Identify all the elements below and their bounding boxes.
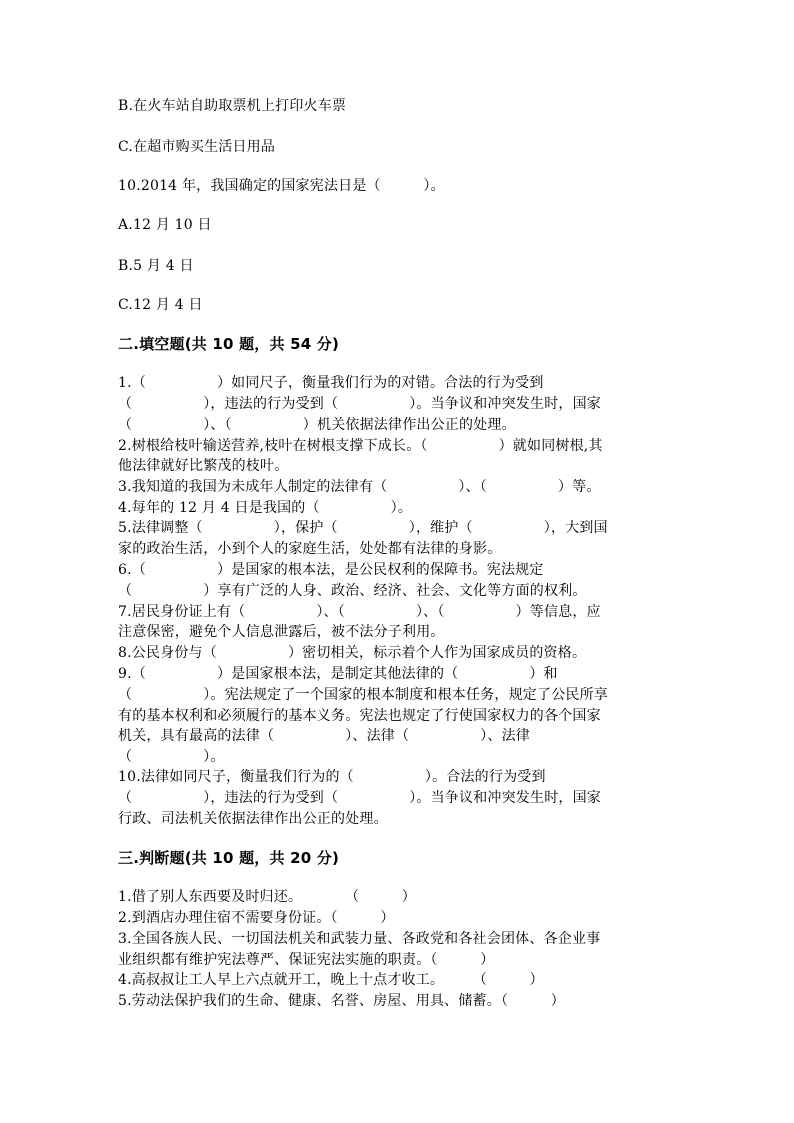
fill-line: 注意保密，避免个人信息泄露后，被不法分子利用。	[118, 624, 445, 640]
judge-line: 业组织都有维护宪法尊严、保证宪法实施的职责。（ ）	[118, 952, 495, 968]
fill-section-heading: 二.填空题(共 10 题，共 54 分)	[118, 335, 340, 353]
fill-line: 6.（ ）是国家的根本法，是公民权利的保障书。宪法规定	[118, 562, 544, 578]
fill-line: （ ），违法的行为受到（ ）。当争议和冲突发生时，国家	[118, 790, 601, 806]
option-b-prev: B.在火车站自助取票机上打印火车票	[118, 98, 347, 114]
judge-line: 2.到酒店办理住宿不需要身份证。（ ）	[118, 910, 395, 926]
fill-line: 他法律就好比繁茂的枝叶。	[118, 458, 289, 474]
fill-line: 3.我知道的我国为未成年人制定的法律有（ ）、（ ）等。	[118, 479, 601, 495]
question-10-option-a: A.12 月 10 日	[118, 217, 212, 233]
fill-line: （ ）享有广泛的人身、政治、经济、社会、文化等方面的权利。	[118, 583, 587, 599]
fill-line: 有的基本权利和必须履行的基本义务。宪法也规定了行使国家权力的各个国家	[118, 708, 601, 724]
fill-line: 2.树根给枝叶输送营养,枝叶在树根支撑下成长。（ ）就如同树根,其	[118, 438, 603, 454]
judge-line: 4.高叔叔让工人早上六点就开工，晚上十点才收工。 （ ）	[118, 972, 544, 988]
fill-line: （ ）、（ ）机关依据法律作出公正的处理。	[118, 417, 516, 433]
fill-line: 5.法律调整（ ），保护（ ），维护（ ），大到国	[118, 520, 608, 536]
fill-line: 家的政治生活，小到个人的家庭生活，处处都有法律的身影。	[118, 541, 502, 557]
fill-line: 7.居民身份证上有（ ）、（ ）、（ ）等信息，应	[118, 604, 601, 620]
question-10-option-b: B.5 月 4 日	[118, 258, 194, 274]
fill-line: 行政、司法机关依据法律作出公正的处理。	[118, 811, 388, 827]
judge-line: 5.劳动法保护我们的生命、健康、名誉、房屋、用具、储蓄。（ ）	[118, 993, 565, 1009]
judge-line: 1.借了别人东西要及时归还。 （ ）	[118, 889, 416, 905]
fill-line: 机关，具有最高的法律（ ）、法律（ ）、法律	[118, 728, 530, 744]
question-10-option-c: C.12 月 4 日	[118, 297, 203, 313]
fill-line: 9.（ ）是国家根本法，是制定其他法律的（ ）和	[118, 666, 558, 682]
fill-line: （ ），违法的行为受到（ ）。当争议和冲突发生时，国家	[118, 396, 601, 412]
fill-line: 8.公民身份与（ ）密切相关，标示着个人作为国家成员的资格。	[118, 645, 587, 661]
fill-line: （ ）。	[118, 749, 225, 765]
judge-line: 3.全国各族人民、一切国法机关和武装力量、各政党和各社会团体、各企业事	[118, 931, 601, 947]
fill-line: （ ）。宪法规定了一个国家的根本制度和根本任务，规定了公民所享	[118, 687, 608, 703]
fill-line: 4.每年的 12 月 4 日是我国的（ ）。	[118, 500, 413, 516]
judge-section-heading: 三.判断题(共 10 题，共 20 分)	[118, 849, 340, 867]
question-10-stem: 10.2014 年，我国确定的国家宪法日是（ ）。	[118, 178, 445, 194]
fill-line: 10.法律如同尺子，衡量我们行为的（ ）。合法的行为受到	[118, 769, 546, 785]
option-c-prev: C.在超市购买生活日用品	[118, 139, 276, 155]
fill-line: 1.（ ）如同尺子，衡量我们行为的对错。合法的行为受到	[118, 375, 544, 391]
